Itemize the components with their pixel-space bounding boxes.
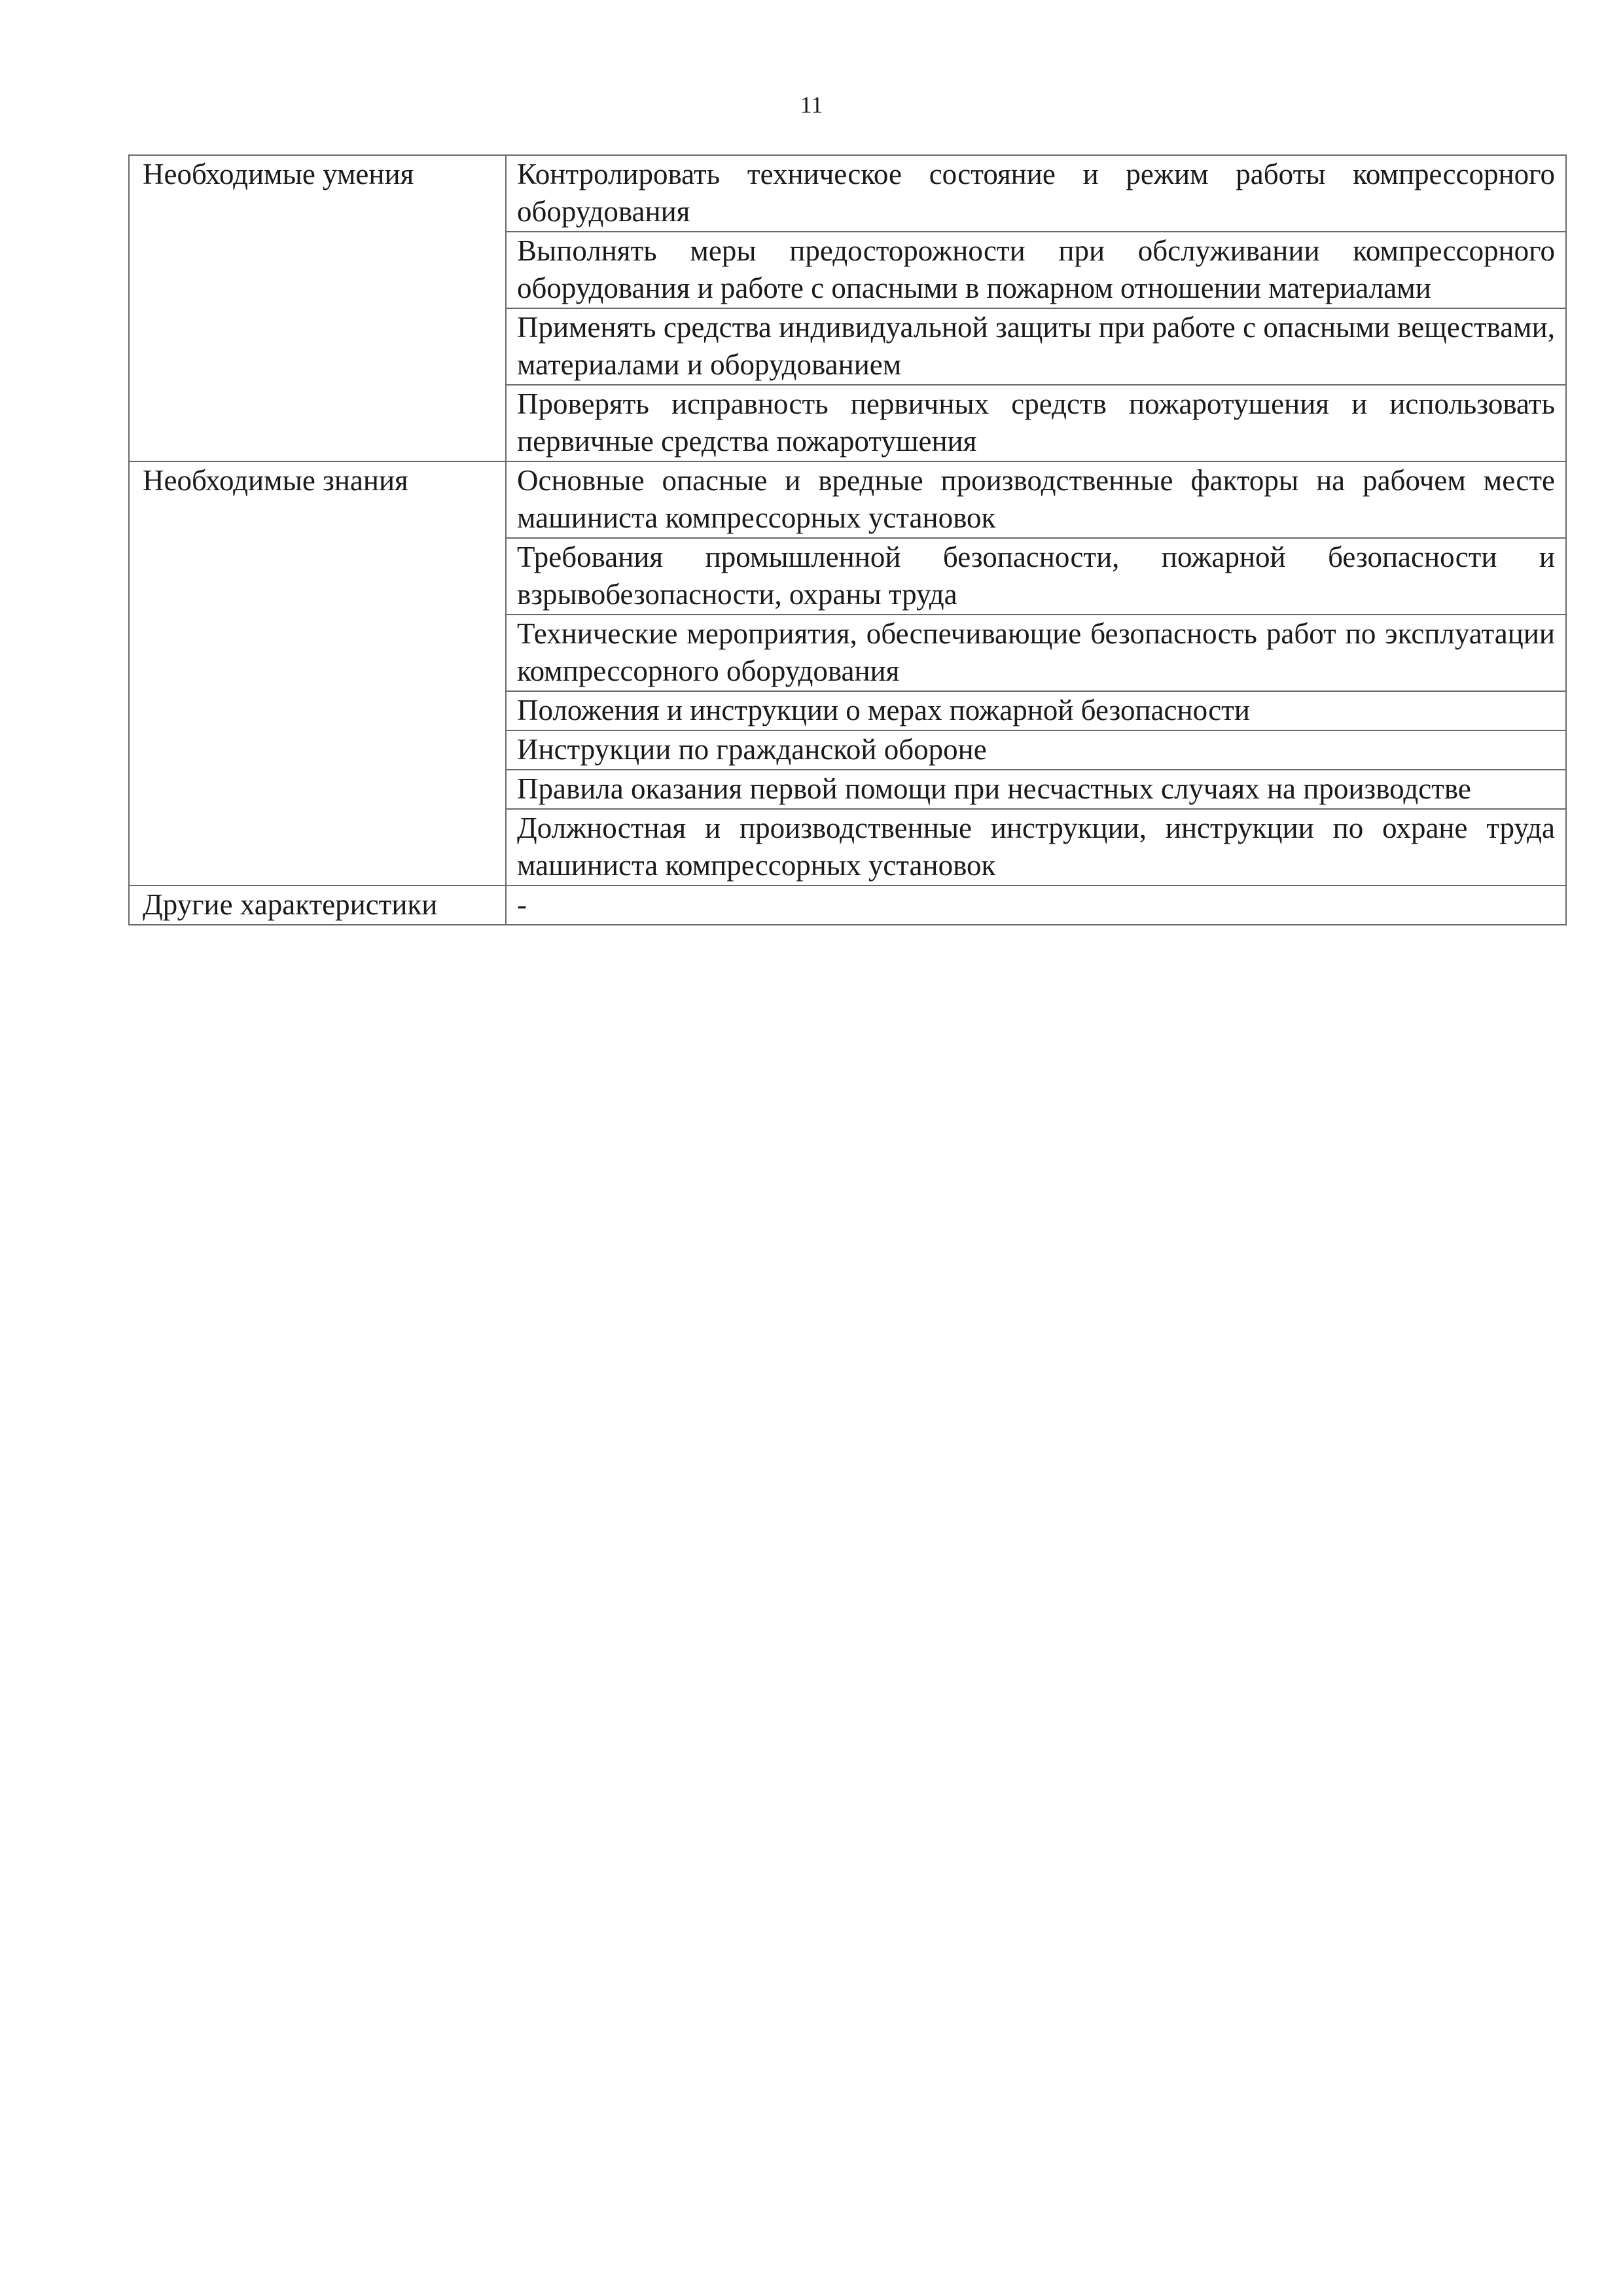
other-value: -: [506, 886, 1566, 925]
table-row: [129, 886, 1566, 925]
table-row: [129, 155, 1566, 232]
knowledge-item: Инструкции по гражданской обороне: [506, 730, 1566, 770]
requirements-table: [128, 154, 1567, 925]
knowledge-item: Технические мероприятия, обеспечивающие безопасность работ по эксплуатации компрессорного оборудования: [506, 615, 1566, 691]
skill-item: Выполнять меры предосторожности при обслуживании компрессорного оборудования и работе с опасными в пожарном отношении материалами: [506, 232, 1566, 308]
knowledge-item: Должностная и производственные инструкции, инструкции по охране труда машиниста компрессорных установок: [506, 809, 1566, 886]
knowledge-item: Правила оказания первой помощи при несчастных случаях на производстве: [506, 770, 1566, 809]
other-label: Другие характеристики: [129, 886, 506, 925]
knowledge-label: Необходимые знания: [129, 461, 506, 886]
skill-item: Применять средства индивидуальной защиты при работе с опасными веществами, материалами и оборудованием: [506, 308, 1566, 385]
knowledge-item: Требования промышленной безопасности, пожарной безопасности и взрывобезопасности, охраны труда: [506, 538, 1566, 615]
skills-label: Необходимые умения: [129, 155, 506, 461]
skill-item: Проверять исправность первичных средств пожаротушения и использовать первичные средства пожаротушения: [506, 385, 1566, 461]
page-number: 11: [800, 92, 823, 118]
skill-item: Контролировать техническое состояние и режим работы компрессорного оборудования: [506, 155, 1566, 232]
table-row: [129, 461, 1566, 538]
knowledge-item: Положения и инструкции о мерах пожарной безопасности: [506, 691, 1566, 730]
knowledge-item: Основные опасные и вредные производственные факторы на рабочем месте машиниста компрессорных установок: [506, 461, 1566, 538]
